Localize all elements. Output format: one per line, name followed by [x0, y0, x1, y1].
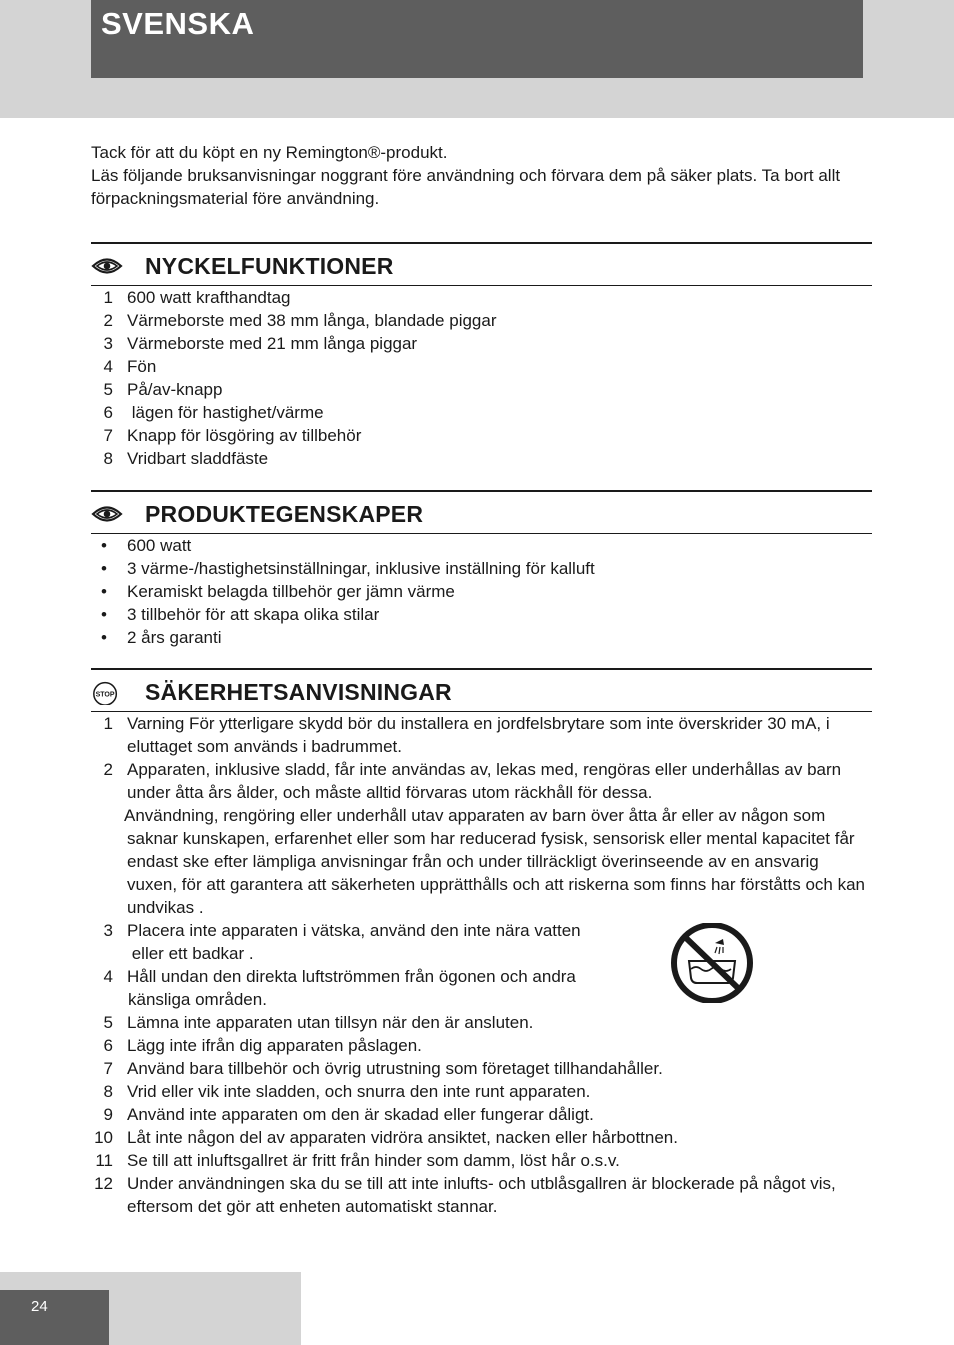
list-item: 8 Vridbart sladdfäste: [103, 449, 269, 468]
section-title: SÄKERHETSANVISNINGAR: [145, 679, 452, 705]
list-item: • Keramiskt belagda tillbehör ger jämn värme: [101, 582, 455, 601]
section-header: [91, 490, 872, 534]
list-item: 10 Låt inte någon del av apparaten vidröra ansiktet, nacken eller hårbottnen.: [94, 1128, 678, 1147]
eye-icon: [91, 255, 123, 277]
section-title: PRODUKTEGENSKAPER: [145, 501, 424, 527]
section-title: NYCKELFUNKTIONER: [145, 253, 394, 279]
page-number-box: [0, 1290, 109, 1345]
list-item: 5 Lämna inte apparaten utan tillsyn när den är ansluten.: [103, 1013, 534, 1032]
list-item: • 3 värme-/hastighetsinställningar, inklusive inställning för kalluft: [101, 559, 595, 578]
section-product-features: [91, 490, 872, 649]
title-box: [91, 0, 863, 78]
list-item: • 3 tillbehör för att skapa olika stilar: [101, 605, 380, 624]
list-item: 7 Använd bara tillbehör och övrig utrustning som företaget tillhandahåller.: [103, 1059, 663, 1078]
list-item: 4 Fön: [103, 357, 157, 376]
list-item: 7 Knapp för lösgöring av tillbehör: [103, 426, 362, 445]
section-header: [91, 668, 872, 712]
stop-label: STOP: [95, 691, 115, 699]
no-water-bath-icon: [669, 923, 755, 1003]
safety-list-a: [91, 712, 872, 804]
list-item: 1 Varning För ytterligare skydd bör du installera en jordfelsbrytare som inte överskrider 30 mA, i eluttaget som används i badrummet.: [103, 714, 830, 756]
stop-icon: [91, 679, 121, 705]
list-item: 6 Lägg inte ifrån dig apparaten påslagen.: [103, 1036, 422, 1055]
product-feature-list: [91, 534, 872, 649]
list-item: 5 På/av-knapp: [103, 380, 223, 399]
list-item: 2 Värmeborste med 38 mm långa, blandade piggar: [103, 311, 497, 330]
list-item: • 600 watt: [101, 536, 192, 555]
list-item: 12 Under användningen ska du se till att inte inlufts- och utblåsgallren är blockerade på något vis, eftersom det gör att enheten automatiskt stannar.: [94, 1174, 836, 1216]
page-number: 24: [31, 1298, 48, 1315]
intro-text: [91, 141, 861, 210]
list-item: 3 Placera inte apparaten i vätska, använd den inte nära vatten eller ett badkar .: [103, 921, 581, 963]
safety-paragraph: Användning, rengöring eller underhåll utav apparaten av barn över åtta år eller av någon som saknar kunskapen, erfarenhet eller som har reducerad fysisk, sensorisk eller mental kapacitet får endast ske efter lämpliga anvisningar från och under tillräckligt överinseende av en ansvarig vuxen, för att garantera att säkerheten upprätthålls och att riskerna som finns har förståtts och kan undvikas .: [124, 806, 865, 917]
list-item: 4 Håll undan den direkta luftströmmen från ögonen och andra känsliga områden.: [103, 967, 576, 1009]
safety-list-c: [91, 1011, 872, 1218]
eye-icon: [91, 503, 123, 525]
list-item: 1 600 watt krafthandtag: [103, 288, 291, 307]
list-item: 8 Vrid eller vik inte sladden, och snurra den inte runt apparaten.: [103, 1082, 591, 1101]
list-item: 9 Använd inte apparaten om den är skadad eller fungerar dåligt.: [103, 1105, 594, 1124]
intro-line-1: Tack för att du köpt en ny Remington®-produkt.: [91, 143, 448, 162]
page-title: SVENSKA: [101, 6, 255, 41]
list-item: 11 Se till att inluftsgallret är fritt från hinder som damm, löst hår o.s.v.: [95, 1151, 620, 1170]
list-item: 6 lägen för hastighet/värme: [103, 403, 324, 422]
list-item: 3 Värmeborste med 21 mm långa piggar: [103, 334, 418, 353]
list-item: • 2 års garanti: [101, 628, 222, 647]
intro-line-2: Läs följande bruksanvisningar noggrant före användning och förvara dem på säker plats. Ta bort allt förpackningsmaterial före användning.: [91, 166, 841, 208]
section-key-features: [91, 242, 872, 470]
list-item: 2 Apparaten, inklusive sladd, får inte användas av, lekas med, rengöras eller underhållas av barn under åtta års ålder, och måste alltid förvaras utom räckhåll för dessa.: [103, 760, 842, 802]
section-header: [91, 242, 872, 286]
feature-list: [91, 286, 872, 470]
